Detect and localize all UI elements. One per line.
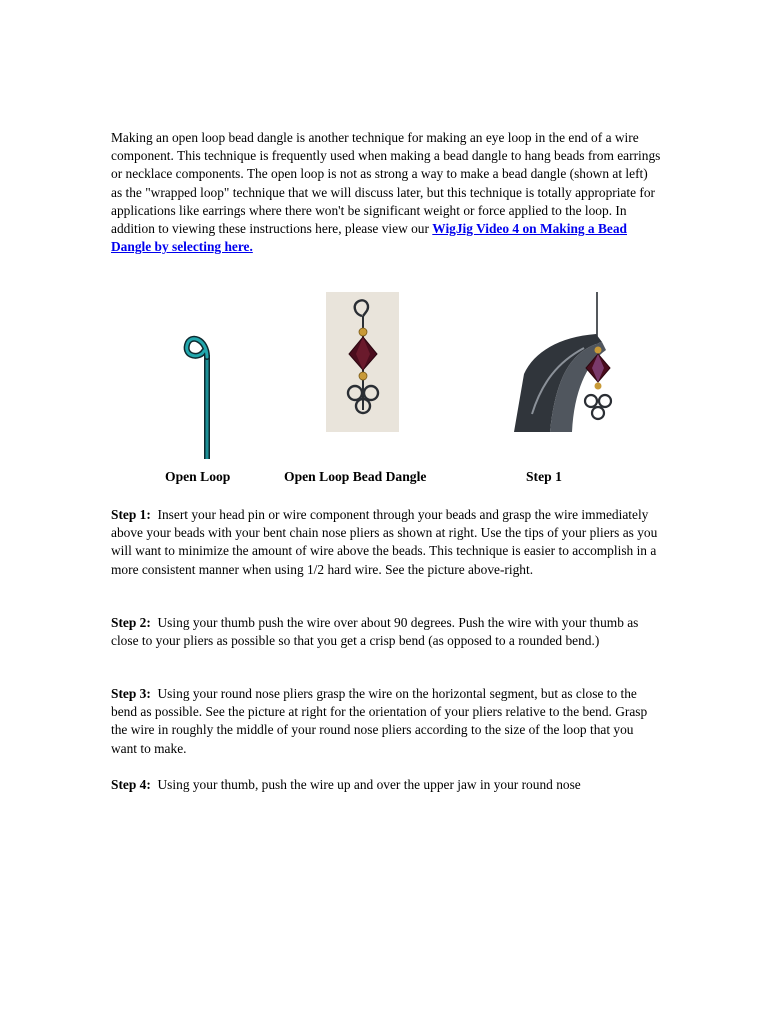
step1-photo [514,292,618,432]
open-loop-photo [170,325,230,460]
intro-text: Making an open loop bead dangle is another technique for making an eye loop in the end of a wire component. This technique is frequently used when making a bead dangle to hang beads from earrings or necklace components. The open loop is not as strong a way to make a bead dangle (shown at left) as the "wrapped loop" technique that we will discuss later, but this technique is totally appropriate for applications like earrings where there won't be significant weight or force applied to the loop. In addition to viewing these instructions here, please view our [111,130,661,237]
step-label: Step 1: [111,507,151,522]
step-paragraph [111,614,661,650]
step-text: Insert your head pin or wire component through your beads and grasp the wire immediately above your beads with your bent chain nose pliers as shown at right. Use the tips of your pliers as you will want to minimize the amount of wire above the beads. This technique is easier to accomplish in a more consistent manner when using 1/2 hard wire. See the picture above-right. [111,507,658,577]
video-link[interactable]: WigJig Video 4 on Making a Bead Dangle by selecting here. [111,221,627,255]
caption-step1: Step 1 [526,469,562,484]
step-label: Step 2: [111,615,151,630]
step-label: Step 3: [111,686,151,701]
step-label: Step 4: [111,777,151,792]
step-paragraph [111,506,661,579]
caption-open-loop: Open Loop [165,469,231,484]
intro-paragraph [111,129,661,256]
step-text: Using your round nose pliers grasp the wire on the horizontal segment, but as close to the bend as possible. See the picture at right for the orientation of your pliers relative to the bend. Grasp the wire in roughly the middle of your round nose pliers according to the size of the loop that you want to make. [111,686,648,756]
step-paragraph [111,776,661,794]
step-text: Using your thumb push the wire over about 90 degrees. Push the wire with your thumb as close to your pliers as possible so that you get a crisp bend (as opposed to a rounded bend.) [111,615,639,649]
bead-dangle-photo [326,292,399,432]
caption-bead-dangle: Open Loop Bead Dangle [284,469,427,484]
step-paragraph [111,685,661,758]
step-text: Using your thumb, push the wire up and over the upper jaw in your round nose [157,777,581,792]
